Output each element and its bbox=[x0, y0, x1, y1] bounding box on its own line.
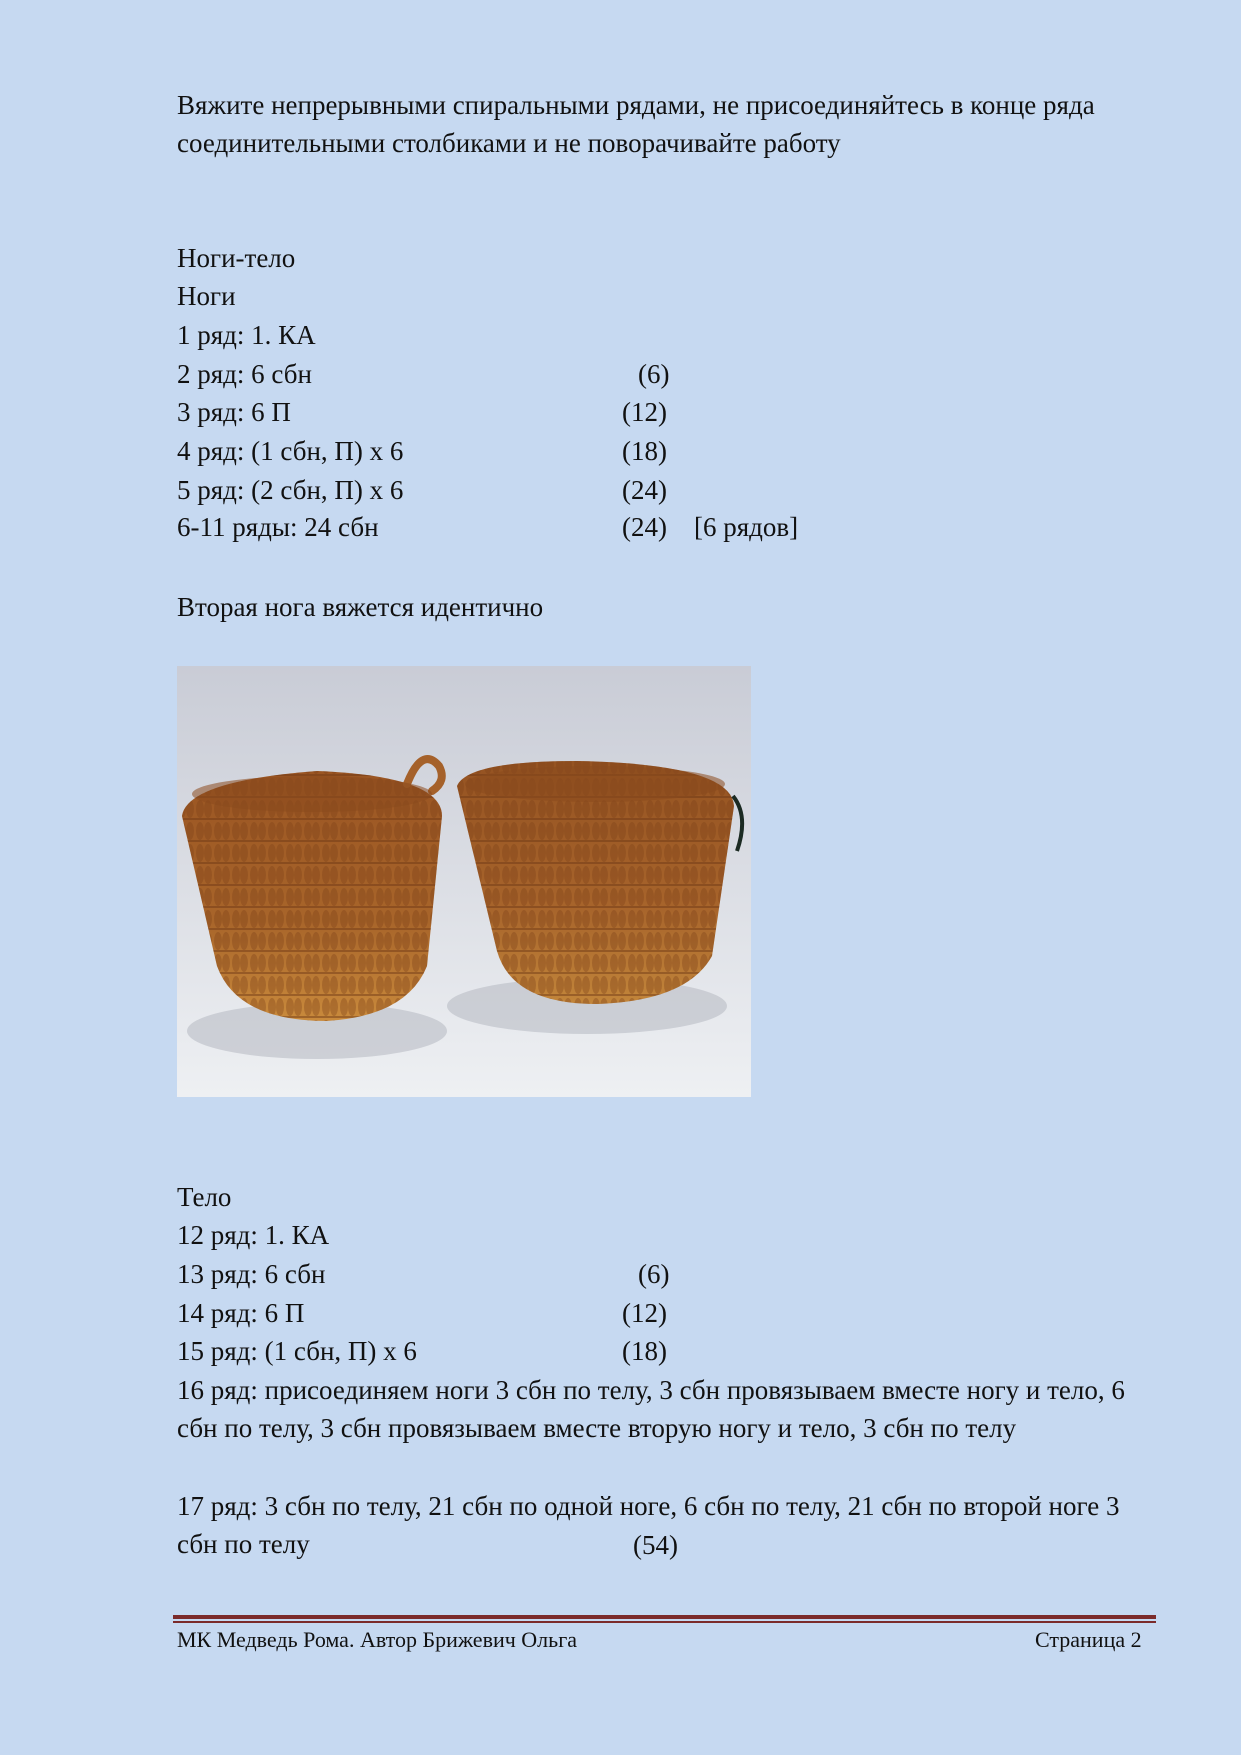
footer-rule-thin bbox=[173, 1621, 1156, 1623]
legs-row-3-count: (12) bbox=[622, 397, 667, 427]
legs-row-1: 1 ряд: 1. КА bbox=[177, 320, 316, 350]
second-leg-note: Вторая нога вяжется идентично bbox=[177, 592, 544, 622]
body-row-15: 15 ряд: (1 сбн, П) х 6 bbox=[177, 1336, 417, 1366]
body-row-12: 12 ряд: 1. КА bbox=[177, 1220, 330, 1250]
legs-row-6: 6-11 ряды: 24 сбн bbox=[177, 512, 379, 542]
legs-row-2-count: (6) bbox=[638, 359, 670, 389]
legs-row-6-count: (24) bbox=[622, 512, 667, 542]
body-heading: Тело bbox=[177, 1182, 232, 1212]
legs-row-4: 4 ряд: (1 сбн, П) х 6 bbox=[177, 436, 404, 466]
crochet-legs-illustration bbox=[177, 666, 751, 1097]
section-title: Ноги-тело bbox=[177, 243, 296, 273]
legs-row-3: 3 ряд: 6 П bbox=[177, 397, 291, 427]
legs-row-5: 5 ряд: (2 сбн, П) х 6 bbox=[177, 475, 404, 505]
crochet-legs-photo bbox=[177, 666, 751, 1097]
legs-heading: Ноги bbox=[177, 281, 236, 311]
intro-paragraph: Вяжите непрерывными спиральными рядами, не присоединяйтесь в конце ряда соединительными столбиками и не поворачивайте работу bbox=[177, 90, 1095, 158]
body-row-17-count: (54) bbox=[633, 1530, 678, 1560]
body-row-15-count: (18) bbox=[622, 1336, 667, 1366]
body-row-16: 16 ряд: присоединяем ноги 3 сбн по телу, 3 сбн провязываем вместе ногу и тело, 6 сбн по телу, 3 сбн провязываем вместе вторую ногу и тело, 3 сбн по телу bbox=[177, 1375, 1125, 1443]
legs-row-6-note: [6 рядов] bbox=[694, 512, 799, 542]
body-row-14-count: (12) bbox=[622, 1298, 667, 1328]
footer-rule bbox=[173, 1615, 1156, 1619]
body-row-14: 14 ряд: 6 П bbox=[177, 1298, 305, 1328]
body-row-17: 17 ряд: 3 сбн по телу, 21 сбн по одной ноге, 6 сбн по телу, 21 сбн по второй ноге 3 сбн по телу bbox=[177, 1491, 1120, 1559]
legs-row-2: 2 ряд: 6 сбн bbox=[177, 359, 312, 389]
footer-page-number: Страница 2 bbox=[1035, 1627, 1142, 1652]
legs-row-4-count: (18) bbox=[622, 436, 667, 466]
body-row-13-count: (6) bbox=[638, 1259, 670, 1289]
legs-row-5-count: (24) bbox=[622, 475, 667, 505]
body-row-13: 13 ряд: 6 сбн bbox=[177, 1259, 326, 1289]
footer-left: МК Медведь Рома. Автор Брижевич Ольга bbox=[177, 1627, 577, 1652]
